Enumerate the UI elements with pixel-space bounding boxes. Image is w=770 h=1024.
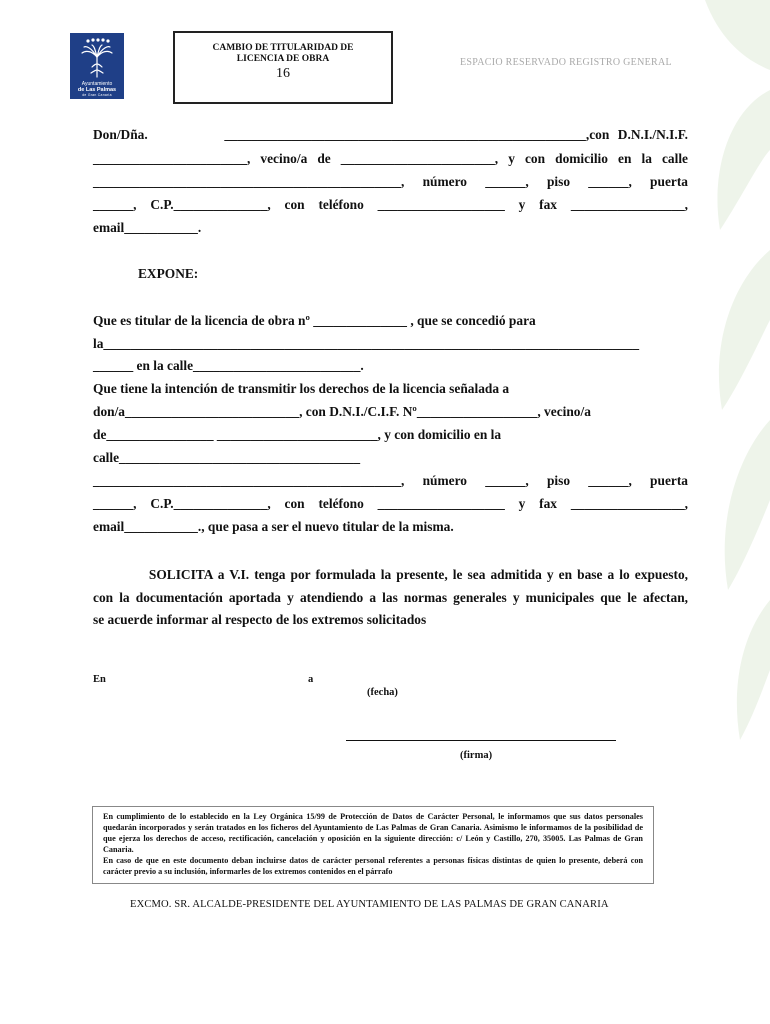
logo-text-line3: de Gran Canaria — [82, 93, 112, 97]
date-caption: (fecha) — [367, 687, 398, 698]
legal-paragraph-2: En caso de que en este documento deban incluirse datos de carácter personal referentes a personas físicas distintas de quien lo presente, deberá con carácter previo a su inclusión, informarles de los extremos contenidos en el párrafo — [103, 856, 643, 877]
signature-line[interactable] — [346, 740, 616, 741]
solicita-line2: con la documentación aportada y atendiendo a las normas generales y municipales que le afectan, — [93, 590, 688, 605]
logo-text-line1: Ayuntamiento — [81, 81, 113, 87]
form-number: 16 — [276, 66, 290, 81]
expone-line-street[interactable]: ______ en la calle_________________________. — [93, 358, 364, 373]
expone-line-email[interactable]: email___________., que pasa a ser el nuevo titular de la misma. — [93, 519, 454, 534]
data-protection-notice — [92, 806, 654, 884]
logo-text-line2: de Las Palmas — [77, 87, 117, 93]
expone-line-intent: Que tiene la intención de transmitir los derechos de la licencia señalada a — [93, 381, 510, 396]
expone-line-residence[interactable]: de________________ ________________________, y con domicilio en la — [93, 427, 502, 442]
form-title-box — [173, 31, 393, 104]
applicant-line-residence[interactable]: _______________________, vecino/a de _______________________, y con domicilio en la calle — [93, 151, 688, 166]
date-connector: a — [308, 674, 314, 685]
place-label: En — [93, 674, 106, 685]
leaf-watermark — [650, 0, 770, 760]
city-council-logo — [70, 33, 124, 99]
expone-line-contact[interactable]: ______, C.P.______________, con teléfono ___________________ y fax _________________, — [93, 496, 688, 511]
applicant-line-contact[interactable]: ______, C.P.______________, con teléfono ___________________ y fax _________________, — [93, 197, 688, 212]
expone-line-street2[interactable]: calle____________________________________ — [93, 450, 361, 465]
palm-tree-icon — [70, 33, 124, 81]
expone-line-address[interactable]: ______________________________________________, número ______, piso ______, puerta — [93, 473, 688, 488]
expone-line-transferee[interactable]: don/a__________________________, con D.N.I./C.I.F. Nº__________________, vecino/a — [93, 404, 591, 419]
signature-caption: (firma) — [460, 750, 493, 761]
legal-paragraph-1: En cumplimiento de lo establecido en la Ley Orgánica 15/99 de Protección de Datos de Carácter Personal, le informamos que sus datos personales quedarán incorporados y serán tratados en los ficheros del Ayuntamiento de Las Palmas de Gran Canaria. Asimismo le informamos de la posibilidad de que ejerza los derechos de acceso, rectificación, cancelación y oposición en la siguiente dirección: c/ León y Castillo, 270, 35005. Las Palmas de Gran Canaria. — [103, 812, 643, 855]
applicant-line-address[interactable]: ______________________________________________, número ______, piso ______, puerta — [93, 174, 688, 189]
applicant-line-email[interactable]: email___________. — [93, 220, 202, 235]
solicita-line1: SOLICITA a V.I. tenga por formulada la presente, le sea admitida y en base a lo expuesto, — [93, 567, 688, 582]
expone-heading: EXPONE: — [138, 266, 199, 281]
addressee-footer: EXCMO. SR. ALCALDE-PRESIDENTE DEL AYUNTAMIENTO DE LAS PALMAS DE GRAN CANARIA — [130, 899, 609, 910]
applicant-line-name[interactable]: Don/Dña. ______________________________________________________,con D.N.I./N.I.F. — [93, 127, 688, 142]
solicita-line3: se acuerde informar al respecto de los extremos solicitados — [93, 612, 427, 627]
expone-line-license[interactable]: Que es titular de la licencia de obra nº ______________ , que se concedió para — [93, 313, 536, 328]
form-title-line1: CAMBIO DE TITULARIDAD DE — [212, 43, 354, 53]
form-title-line2: LICENCIA DE OBRA — [236, 54, 330, 64]
registry-reserved-label: ESPACIO RESERVADO REGISTRO GENERAL — [460, 57, 672, 68]
expone-line-purpose[interactable]: la________________________________________________________________________________ — [93, 336, 640, 351]
